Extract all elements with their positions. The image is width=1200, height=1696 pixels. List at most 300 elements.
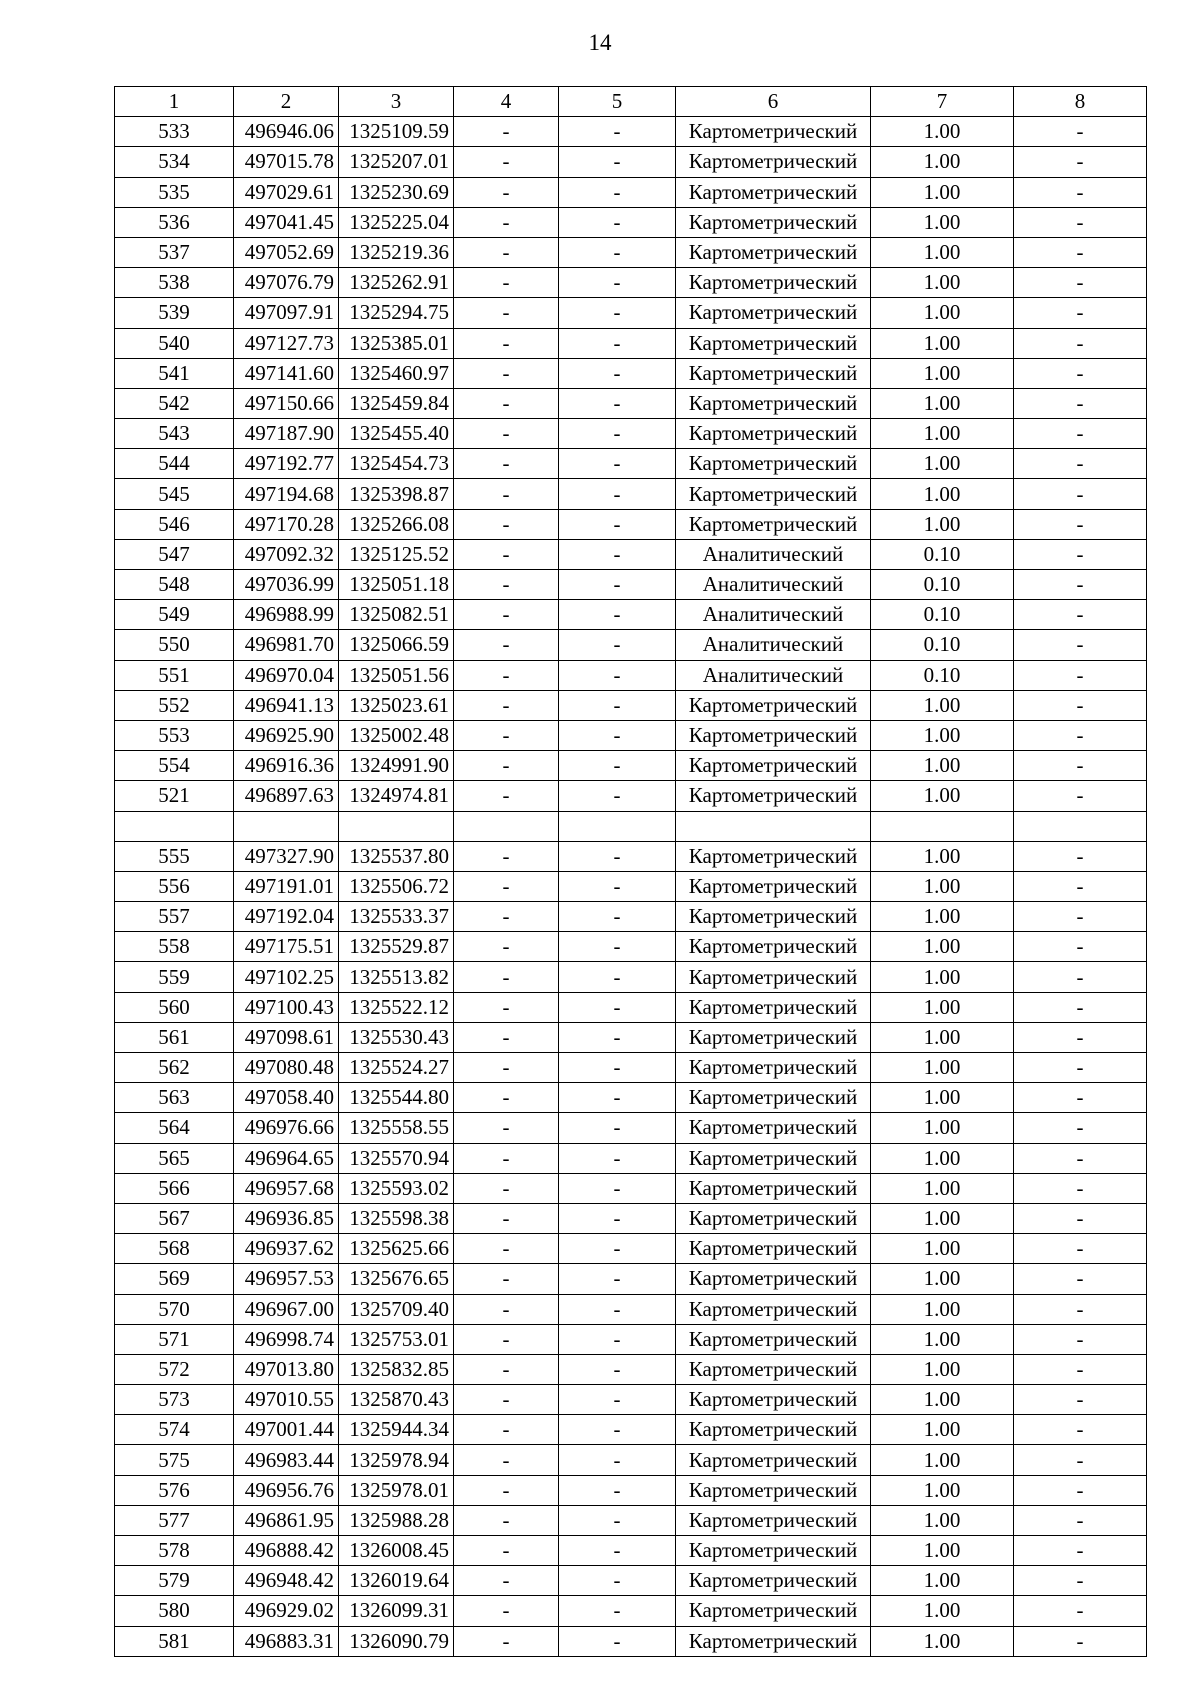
col8-cell: - bbox=[1014, 1203, 1147, 1233]
col5-cell: - bbox=[559, 992, 676, 1022]
x-coordinate-cell: 497100.43 bbox=[234, 992, 339, 1022]
col8-cell: - bbox=[1014, 147, 1147, 177]
accuracy-cell: 1.00 bbox=[871, 1324, 1014, 1354]
accuracy-cell: 1.00 bbox=[871, 720, 1014, 750]
point-number-cell: 549 bbox=[115, 600, 234, 630]
point-number-cell: 552 bbox=[115, 690, 234, 720]
x-coordinate-cell: 497098.61 bbox=[234, 1022, 339, 1052]
x-coordinate-cell: 497001.44 bbox=[234, 1415, 339, 1445]
accuracy-cell: 1.00 bbox=[871, 388, 1014, 418]
y-coordinate-cell: 1325066.59 bbox=[339, 630, 454, 660]
table-row bbox=[115, 479, 1147, 509]
col8-cell: - bbox=[1014, 932, 1147, 962]
method-cell: Картометрический bbox=[676, 298, 871, 328]
col8-cell: - bbox=[1014, 117, 1147, 147]
table-row bbox=[115, 1294, 1147, 1324]
table-row bbox=[115, 177, 1147, 207]
table-row bbox=[115, 1083, 1147, 1113]
col4-cell: - bbox=[454, 781, 559, 811]
accuracy-cell: 1.00 bbox=[871, 1203, 1014, 1233]
x-coordinate-cell: 496970.04 bbox=[234, 660, 339, 690]
col8-cell: - bbox=[1014, 1385, 1147, 1415]
accuracy-cell: 1.00 bbox=[871, 871, 1014, 901]
x-coordinate-cell: 496957.53 bbox=[234, 1264, 339, 1294]
col8-cell bbox=[1014, 811, 1147, 841]
table-row bbox=[115, 1354, 1147, 1384]
point-number-cell: 578 bbox=[115, 1536, 234, 1566]
y-coordinate-cell: 1325207.01 bbox=[339, 147, 454, 177]
col4-cell: - bbox=[454, 962, 559, 992]
x-coordinate-cell: 497036.99 bbox=[234, 570, 339, 600]
col5-cell: - bbox=[559, 1626, 676, 1656]
accuracy-cell: 1.00 bbox=[871, 1234, 1014, 1264]
method-cell: Картометрический bbox=[676, 479, 871, 509]
col5-cell: - bbox=[559, 1294, 676, 1324]
table-row bbox=[115, 1022, 1147, 1052]
y-coordinate-cell: 1325294.75 bbox=[339, 298, 454, 328]
col5-cell: - bbox=[559, 660, 676, 690]
point-number-cell: 553 bbox=[115, 720, 234, 750]
accuracy-cell: 1.00 bbox=[871, 509, 1014, 539]
point-number-cell: 565 bbox=[115, 1143, 234, 1173]
method-cell: Картометрический bbox=[676, 1415, 871, 1445]
y-coordinate-cell: 1325533.37 bbox=[339, 902, 454, 932]
accuracy-cell: 0.10 bbox=[871, 539, 1014, 569]
table-separator-row bbox=[115, 811, 1147, 841]
accuracy-cell: 0.10 bbox=[871, 570, 1014, 600]
col8-cell: - bbox=[1014, 388, 1147, 418]
method-cell: Картометрический bbox=[676, 871, 871, 901]
method-cell: Картометрический bbox=[676, 1385, 871, 1415]
table-body bbox=[115, 87, 1147, 1657]
col4-cell: - bbox=[454, 1053, 559, 1083]
col8-cell: - bbox=[1014, 871, 1147, 901]
accuracy-cell: 1.00 bbox=[871, 117, 1014, 147]
method-cell: Картометрический bbox=[676, 268, 871, 298]
x-coordinate-cell: 496861.95 bbox=[234, 1505, 339, 1535]
col5-cell: - bbox=[559, 1234, 676, 1264]
accuracy-cell: 1.00 bbox=[871, 358, 1014, 388]
y-coordinate-cell: 1324991.90 bbox=[339, 751, 454, 781]
header-cell: 2 bbox=[234, 87, 339, 117]
accuracy-cell: 1.00 bbox=[871, 1264, 1014, 1294]
point-number-cell: 521 bbox=[115, 781, 234, 811]
table-row bbox=[115, 1113, 1147, 1143]
col8-cell: - bbox=[1014, 1053, 1147, 1083]
col5-cell: - bbox=[559, 419, 676, 449]
accuracy-cell: 1.00 bbox=[871, 419, 1014, 449]
col5-cell: - bbox=[559, 237, 676, 267]
x-coordinate-cell: 497076.79 bbox=[234, 268, 339, 298]
col5-cell: - bbox=[559, 1354, 676, 1384]
accuracy-cell: 1.00 bbox=[871, 1596, 1014, 1626]
method-cell: Картометрический bbox=[676, 1022, 871, 1052]
col4-cell: - bbox=[454, 268, 559, 298]
col4-cell: - bbox=[454, 388, 559, 418]
x-coordinate-cell: 496957.68 bbox=[234, 1173, 339, 1203]
col5-cell: - bbox=[559, 177, 676, 207]
y-coordinate-cell: 1325988.28 bbox=[339, 1505, 454, 1535]
table-row bbox=[115, 539, 1147, 569]
col5-cell: - bbox=[559, 358, 676, 388]
col8-cell: - bbox=[1014, 630, 1147, 660]
method-cell: Картометрический bbox=[676, 902, 871, 932]
accuracy-cell: 1.00 bbox=[871, 902, 1014, 932]
accuracy-cell: 1.00 bbox=[871, 1536, 1014, 1566]
table-row bbox=[115, 720, 1147, 750]
table-row bbox=[115, 1234, 1147, 1264]
header-cell: 8 bbox=[1014, 87, 1147, 117]
accuracy-cell: 1.00 bbox=[871, 690, 1014, 720]
col4-cell: - bbox=[454, 147, 559, 177]
method-cell: Картометрический bbox=[676, 328, 871, 358]
y-coordinate-cell: 1325109.59 bbox=[339, 117, 454, 147]
col8-cell: - bbox=[1014, 1324, 1147, 1354]
method-cell: Картометрический bbox=[676, 1445, 871, 1475]
x-coordinate-cell: 496988.99 bbox=[234, 600, 339, 630]
col8-cell: - bbox=[1014, 781, 1147, 811]
table-row bbox=[115, 1536, 1147, 1566]
x-coordinate-cell: 496936.85 bbox=[234, 1203, 339, 1233]
point-number-cell: 538 bbox=[115, 268, 234, 298]
col5-cell: - bbox=[559, 1022, 676, 1052]
col8-cell: - bbox=[1014, 1445, 1147, 1475]
table-row bbox=[115, 358, 1147, 388]
col4-cell: - bbox=[454, 1143, 559, 1173]
table-row bbox=[115, 690, 1147, 720]
table-row bbox=[115, 1596, 1147, 1626]
accuracy-cell: 1.00 bbox=[871, 237, 1014, 267]
table-row bbox=[115, 660, 1147, 690]
point-number-cell: 569 bbox=[115, 1264, 234, 1294]
point-number-cell: 564 bbox=[115, 1113, 234, 1143]
x-coordinate-cell: 497192.04 bbox=[234, 902, 339, 932]
x-coordinate-cell: 496998.74 bbox=[234, 1324, 339, 1354]
point-number-cell: 581 bbox=[115, 1626, 234, 1656]
point-number-cell: 547 bbox=[115, 539, 234, 569]
col8-cell: - bbox=[1014, 237, 1147, 267]
table-row bbox=[115, 449, 1147, 479]
method-cell: Картометрический bbox=[676, 1294, 871, 1324]
x-coordinate-cell: 496916.36 bbox=[234, 751, 339, 781]
method-cell: Картометрический bbox=[676, 962, 871, 992]
table-row bbox=[115, 1505, 1147, 1535]
x-coordinate-cell: 496937.62 bbox=[234, 1234, 339, 1264]
col8-cell: - bbox=[1014, 1143, 1147, 1173]
table-row bbox=[115, 237, 1147, 267]
x-coordinate-cell: 497327.90 bbox=[234, 841, 339, 871]
col4-cell: - bbox=[454, 328, 559, 358]
y-coordinate-cell bbox=[339, 811, 454, 841]
col5-cell: - bbox=[559, 720, 676, 750]
y-coordinate-cell: 1324974.81 bbox=[339, 781, 454, 811]
method-cell: Картометрический bbox=[676, 509, 871, 539]
point-number-cell: 541 bbox=[115, 358, 234, 388]
header-cell: 7 bbox=[871, 87, 1014, 117]
method-cell: Картометрический bbox=[676, 1536, 871, 1566]
col5-cell: - bbox=[559, 1385, 676, 1415]
col4-cell: - bbox=[454, 539, 559, 569]
col5-cell: - bbox=[559, 117, 676, 147]
point-number-cell: 580 bbox=[115, 1596, 234, 1626]
point-number-cell: 539 bbox=[115, 298, 234, 328]
col4-cell: - bbox=[454, 1173, 559, 1203]
method-cell: Картометрический bbox=[676, 1324, 871, 1354]
col5-cell: - bbox=[559, 1083, 676, 1113]
accuracy-cell: 0.10 bbox=[871, 660, 1014, 690]
y-coordinate-cell: 1325506.72 bbox=[339, 871, 454, 901]
method-cell: Картометрический bbox=[676, 1354, 871, 1384]
col8-cell: - bbox=[1014, 1083, 1147, 1113]
col4-cell: - bbox=[454, 1294, 559, 1324]
col5-cell: - bbox=[559, 328, 676, 358]
accuracy-cell: 1.00 bbox=[871, 1083, 1014, 1113]
x-coordinate-cell: 497187.90 bbox=[234, 419, 339, 449]
y-coordinate-cell: 1325598.38 bbox=[339, 1203, 454, 1233]
x-coordinate-cell: 497080.48 bbox=[234, 1053, 339, 1083]
point-number-cell: 566 bbox=[115, 1173, 234, 1203]
col4-cell: - bbox=[454, 1022, 559, 1052]
accuracy-cell: 1.00 bbox=[871, 449, 1014, 479]
accuracy-cell: 1.00 bbox=[871, 328, 1014, 358]
x-coordinate-cell: 497010.55 bbox=[234, 1385, 339, 1415]
col8-cell: - bbox=[1014, 1234, 1147, 1264]
x-coordinate-cell: 497015.78 bbox=[234, 147, 339, 177]
col4-cell: - bbox=[454, 1324, 559, 1354]
col5-cell: - bbox=[559, 509, 676, 539]
col4-cell: - bbox=[454, 1475, 559, 1505]
method-cell: Аналитический bbox=[676, 539, 871, 569]
y-coordinate-cell: 1325522.12 bbox=[339, 992, 454, 1022]
col8-cell: - bbox=[1014, 1596, 1147, 1626]
col8-cell: - bbox=[1014, 1475, 1147, 1505]
col5-cell: - bbox=[559, 1475, 676, 1505]
y-coordinate-cell: 1325709.40 bbox=[339, 1294, 454, 1324]
y-coordinate-cell: 1325266.08 bbox=[339, 509, 454, 539]
x-coordinate-cell: 496925.90 bbox=[234, 720, 339, 750]
accuracy-cell: 1.00 bbox=[871, 1143, 1014, 1173]
y-coordinate-cell: 1325455.40 bbox=[339, 419, 454, 449]
y-coordinate-cell: 1325593.02 bbox=[339, 1173, 454, 1203]
col5-cell: - bbox=[559, 841, 676, 871]
y-coordinate-cell: 1326099.31 bbox=[339, 1596, 454, 1626]
y-coordinate-cell: 1325978.01 bbox=[339, 1475, 454, 1505]
method-cell: Аналитический bbox=[676, 660, 871, 690]
x-coordinate-cell: 496967.00 bbox=[234, 1294, 339, 1324]
point-number-cell: 546 bbox=[115, 509, 234, 539]
col5-cell: - bbox=[559, 570, 676, 600]
y-coordinate-cell: 1325082.51 bbox=[339, 600, 454, 630]
point-number-cell: 548 bbox=[115, 570, 234, 600]
col4-cell: - bbox=[454, 479, 559, 509]
table-row bbox=[115, 298, 1147, 328]
table-row bbox=[115, 328, 1147, 358]
col8-cell: - bbox=[1014, 1536, 1147, 1566]
y-coordinate-cell: 1325513.82 bbox=[339, 962, 454, 992]
point-number-cell: 536 bbox=[115, 207, 234, 237]
col5-cell: - bbox=[559, 902, 676, 932]
header-cell: 5 bbox=[559, 87, 676, 117]
point-number-cell: 567 bbox=[115, 1203, 234, 1233]
table-row bbox=[115, 902, 1147, 932]
col8-cell: - bbox=[1014, 177, 1147, 207]
method-cell: Картометрический bbox=[676, 690, 871, 720]
point-number-cell: 575 bbox=[115, 1445, 234, 1475]
point-number-cell: 544 bbox=[115, 449, 234, 479]
col5-cell: - bbox=[559, 1596, 676, 1626]
point-number-cell: 574 bbox=[115, 1415, 234, 1445]
accuracy-cell: 1.00 bbox=[871, 1354, 1014, 1384]
col5-cell bbox=[559, 811, 676, 841]
accuracy-cell: 1.00 bbox=[871, 1294, 1014, 1324]
col4-cell: - bbox=[454, 720, 559, 750]
col8-cell: - bbox=[1014, 1505, 1147, 1535]
accuracy-cell bbox=[871, 811, 1014, 841]
point-number-cell: 576 bbox=[115, 1475, 234, 1505]
point-number-cell: 579 bbox=[115, 1566, 234, 1596]
col4-cell: - bbox=[454, 1113, 559, 1143]
accuracy-cell: 1.00 bbox=[871, 177, 1014, 207]
col4-cell: - bbox=[454, 660, 559, 690]
x-coordinate-cell: 496946.06 bbox=[234, 117, 339, 147]
accuracy-cell: 1.00 bbox=[871, 751, 1014, 781]
point-number-cell: 557 bbox=[115, 902, 234, 932]
x-coordinate-cell: 496956.76 bbox=[234, 1475, 339, 1505]
table-row bbox=[115, 1173, 1147, 1203]
accuracy-cell: 1.00 bbox=[871, 841, 1014, 871]
y-coordinate-cell: 1325051.56 bbox=[339, 660, 454, 690]
col5-cell: - bbox=[559, 388, 676, 418]
method-cell: Аналитический bbox=[676, 600, 871, 630]
point-number-cell: 559 bbox=[115, 962, 234, 992]
col5-cell: - bbox=[559, 207, 676, 237]
col5-cell: - bbox=[559, 268, 676, 298]
y-coordinate-cell: 1326090.79 bbox=[339, 1626, 454, 1656]
col4-cell: - bbox=[454, 690, 559, 720]
table-row bbox=[115, 388, 1147, 418]
col8-cell: - bbox=[1014, 1566, 1147, 1596]
point-number-cell: 562 bbox=[115, 1053, 234, 1083]
col8-cell: - bbox=[1014, 570, 1147, 600]
header-cell: 4 bbox=[454, 87, 559, 117]
point-number-cell: 568 bbox=[115, 1234, 234, 1264]
point-number-cell: 555 bbox=[115, 841, 234, 871]
table-row bbox=[115, 1475, 1147, 1505]
table-row bbox=[115, 751, 1147, 781]
accuracy-cell: 1.00 bbox=[871, 1415, 1014, 1445]
col5-cell: - bbox=[559, 751, 676, 781]
point-number-cell: 533 bbox=[115, 117, 234, 147]
header-cell: 1 bbox=[115, 87, 234, 117]
point-number-cell: 558 bbox=[115, 932, 234, 962]
col4-cell bbox=[454, 811, 559, 841]
table-row bbox=[115, 1566, 1147, 1596]
method-cell: Картометрический bbox=[676, 1143, 871, 1173]
col4-cell: - bbox=[454, 1234, 559, 1264]
point-number-cell: 577 bbox=[115, 1505, 234, 1535]
col4-cell: - bbox=[454, 841, 559, 871]
accuracy-cell: 1.00 bbox=[871, 962, 1014, 992]
accuracy-cell: 1.00 bbox=[871, 479, 1014, 509]
col8-cell: - bbox=[1014, 358, 1147, 388]
x-coordinate-cell: 496976.66 bbox=[234, 1113, 339, 1143]
col5-cell: - bbox=[559, 1566, 676, 1596]
y-coordinate-cell: 1325537.80 bbox=[339, 841, 454, 871]
col4-cell: - bbox=[454, 902, 559, 932]
col8-cell: - bbox=[1014, 268, 1147, 298]
accuracy-cell: 1.00 bbox=[871, 1626, 1014, 1656]
x-coordinate-cell: 496964.65 bbox=[234, 1143, 339, 1173]
method-cell: Картометрический bbox=[676, 992, 871, 1022]
method-cell: Картометрический bbox=[676, 1083, 871, 1113]
y-coordinate-cell: 1325459.84 bbox=[339, 388, 454, 418]
x-coordinate-cell: 497097.91 bbox=[234, 298, 339, 328]
method-cell: Картометрический bbox=[676, 419, 871, 449]
x-coordinate-cell: 496929.02 bbox=[234, 1596, 339, 1626]
method-cell: Картометрический bbox=[676, 781, 871, 811]
method-cell: Картометрический bbox=[676, 1626, 871, 1656]
header-cell: 3 bbox=[339, 87, 454, 117]
x-coordinate-cell: 496948.42 bbox=[234, 1566, 339, 1596]
y-coordinate-cell: 1325002.48 bbox=[339, 720, 454, 750]
method-cell: Картометрический bbox=[676, 1566, 871, 1596]
accuracy-cell: 1.00 bbox=[871, 298, 1014, 328]
point-number-cell: 540 bbox=[115, 328, 234, 358]
point-number-cell: 560 bbox=[115, 992, 234, 1022]
col4-cell: - bbox=[454, 871, 559, 901]
x-coordinate-cell: 497102.25 bbox=[234, 962, 339, 992]
col4-cell: - bbox=[454, 751, 559, 781]
col4-cell: - bbox=[454, 1264, 559, 1294]
col8-cell: - bbox=[1014, 962, 1147, 992]
col5-cell: - bbox=[559, 630, 676, 660]
table-row bbox=[115, 117, 1147, 147]
method-cell: Картометрический bbox=[676, 841, 871, 871]
col5-cell: - bbox=[559, 932, 676, 962]
col8-cell: - bbox=[1014, 1022, 1147, 1052]
page-number: 14 bbox=[588, 30, 612, 55]
x-coordinate-cell: 496883.31 bbox=[234, 1626, 339, 1656]
y-coordinate-cell: 1325870.43 bbox=[339, 1385, 454, 1415]
point-number-cell: 570 bbox=[115, 1294, 234, 1324]
table-row bbox=[115, 1626, 1147, 1656]
x-coordinate-cell bbox=[234, 811, 339, 841]
point-number-cell: 542 bbox=[115, 388, 234, 418]
method-cell: Аналитический bbox=[676, 630, 871, 660]
method-cell: Картометрический bbox=[676, 1113, 871, 1143]
y-coordinate-cell: 1325676.65 bbox=[339, 1264, 454, 1294]
col4-cell: - bbox=[454, 298, 559, 328]
accuracy-cell: 1.00 bbox=[871, 268, 1014, 298]
col4-cell: - bbox=[454, 1083, 559, 1113]
col5-cell: - bbox=[559, 147, 676, 177]
col5-cell: - bbox=[559, 1264, 676, 1294]
table-row bbox=[115, 147, 1147, 177]
col8-cell: - bbox=[1014, 328, 1147, 358]
accuracy-cell: 1.00 bbox=[871, 1385, 1014, 1415]
point-number-cell: 556 bbox=[115, 871, 234, 901]
point-number-cell: 537 bbox=[115, 237, 234, 267]
table-row bbox=[115, 1324, 1147, 1354]
x-coordinate-cell: 497170.28 bbox=[234, 509, 339, 539]
col4-cell: - bbox=[454, 1626, 559, 1656]
point-number-cell: 563 bbox=[115, 1083, 234, 1113]
col5-cell: - bbox=[559, 781, 676, 811]
col8-cell: - bbox=[1014, 1415, 1147, 1445]
method-cell: Картометрический bbox=[676, 751, 871, 781]
table-row bbox=[115, 871, 1147, 901]
y-coordinate-cell: 1325219.36 bbox=[339, 237, 454, 267]
